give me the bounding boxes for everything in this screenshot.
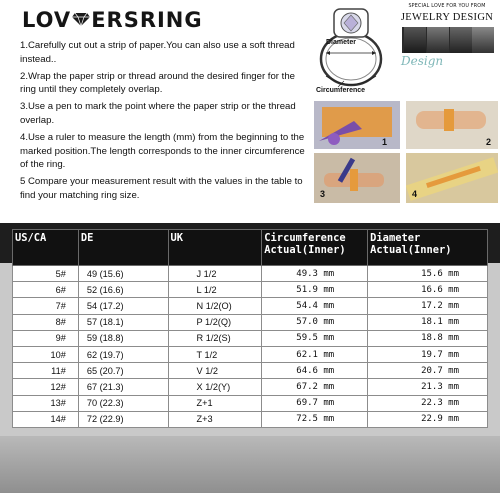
step-3: 3.Use a pen to mark the point where the paper strip or the thread overlap. (20, 101, 296, 126)
photo-number-4: 4 (412, 189, 418, 199)
cell-uk: N 1/2(O) (168, 298, 262, 314)
cell-us: 13# (13, 395, 79, 411)
instructions (20, 39, 305, 206)
cell-uk: X 1/2(Y) (168, 379, 262, 395)
design-title: JEWELRY DESIGN (400, 12, 494, 23)
diamond-icon (72, 12, 90, 26)
logo-text-right: ERSRING (91, 8, 203, 32)
brand-logo (22, 9, 248, 31)
table-row (13, 363, 488, 379)
cell-uk: Z+3 (168, 411, 262, 427)
bottom-decoration (0, 436, 500, 493)
header-circ-line2: Actual(Inner) (264, 244, 346, 256)
photo-number-1: 1 (382, 137, 388, 147)
jewelry-design-panel (397, 4, 497, 74)
cell-us: 10# (13, 346, 79, 362)
cell-us: 7# (13, 298, 79, 314)
photo-number-2: 2 (486, 137, 492, 147)
cell-uk: J 1/2 (168, 266, 262, 282)
table-row (13, 282, 488, 298)
cell-uk: L 1/2 (168, 282, 262, 298)
step-2: 2.Wrap the paper strip or thread around the desired finger for the ring until they completely overlap. (20, 70, 296, 96)
cell-circ: 67.2 mm (262, 379, 368, 395)
cell-circ: 49.3 mm (262, 266, 368, 282)
cell-de: 70 (22.3) (78, 395, 168, 411)
cell-uk: P 1/2(Q) (168, 314, 262, 330)
table-row (13, 298, 488, 314)
cell-circ: 57.0 mm (262, 314, 368, 330)
cell-uk: R 1/2(S) (168, 330, 262, 346)
cell-us: 14# (13, 411, 79, 427)
cell-dia: 18.8 mm (368, 330, 488, 346)
cell-de: 57 (18.1) (78, 314, 168, 330)
cell-dia: 17.2 mm (368, 298, 488, 314)
photo-measure-ruler (406, 153, 498, 203)
header-circ-line1: Circumference (264, 232, 346, 244)
cell-dia: 21.3 mm (368, 379, 488, 395)
diameter-label: Diameter (326, 39, 356, 46)
photo-cut-paper (314, 101, 400, 149)
cell-us: 5# (13, 266, 79, 282)
header-dia-line2: Actual(Inner) (370, 244, 452, 256)
cell-de: 72 (22.9) (78, 411, 168, 427)
photo-mark-paper (314, 153, 400, 203)
cell-de: 59 (18.8) (78, 330, 168, 346)
cell-dia: 19.7 mm (368, 346, 488, 362)
cell-dia: 15.6 mm (368, 266, 488, 282)
cell-de: 54 (17.2) (78, 298, 168, 314)
cell-circ: 72.5 mm (262, 411, 368, 427)
ring-size-table (12, 229, 488, 428)
cell-de: 52 (16.6) (78, 282, 168, 298)
step-1: 1.Carefully cut out a strip of paper.You can also use a soft thread instead.. (20, 40, 295, 65)
table-row (13, 314, 488, 330)
photo-number-3: 3 (320, 189, 326, 199)
table-row (13, 330, 488, 346)
cell-dia: 22.9 mm (368, 411, 488, 427)
cell-circ: 69.7 mm (262, 395, 368, 411)
cell-dia: 22.3 mm (368, 395, 488, 411)
table-row (13, 346, 488, 362)
cell-dia: 20.7 mm (368, 363, 488, 379)
cell-circ: 64.6 mm (262, 363, 368, 379)
design-photo (402, 27, 494, 53)
logo-text-left: LOV (22, 8, 72, 32)
measuring-photos (312, 101, 500, 203)
cell-circ: 59.5 mm (262, 330, 368, 346)
header-diameter (368, 230, 488, 266)
design-small-text: SPECIAL LOVE FOR YOU FROM (408, 4, 486, 9)
cell-us: 11# (13, 363, 79, 379)
cell-circ: 54.4 mm (262, 298, 368, 314)
header-circumference (262, 230, 368, 266)
photo-wrap-finger (406, 101, 498, 149)
cell-uk: T 1/2 (168, 346, 262, 362)
header-de: DE (78, 230, 168, 266)
table-row (13, 266, 488, 282)
cell-us: 9# (13, 330, 79, 346)
table-row (13, 395, 488, 411)
ring-diagram (306, 1, 396, 101)
table-row (13, 411, 488, 427)
header-uk: UK (168, 230, 262, 266)
circumference-label: Circumference (316, 87, 366, 94)
cell-de: 62 (19.7) (78, 346, 168, 362)
cell-us: 8# (13, 314, 79, 330)
cell-de: 65 (20.7) (78, 363, 168, 379)
step-5: 5 Compare your measurement result with the values in the table to find your matching ring size. (20, 176, 303, 201)
cell-de: 67 (21.3) (78, 379, 168, 395)
cell-uk: V 1/2 (168, 363, 262, 379)
cell-us: 12# (13, 379, 79, 395)
cell-us: 6# (13, 282, 79, 298)
header-dia-line1: Diameter (370, 232, 421, 244)
cell-circ: 51.9 mm (262, 282, 368, 298)
table-row (13, 379, 488, 395)
table-header-row (13, 230, 488, 266)
cell-uk: Z+1 (168, 395, 262, 411)
cell-dia: 16.6 mm (368, 282, 488, 298)
header-us: US/CA (13, 230, 79, 266)
cell-de: 49 (15.6) (78, 266, 168, 282)
design-script: Design (401, 54, 444, 68)
cell-dia: 18.1 mm (368, 314, 488, 330)
step-4: 4.Use a ruler to measure the length (mm) from the beginning to the marked position.The length corresponds to the inner circumference of the ring. (20, 132, 305, 171)
cell-circ: 62.1 mm (262, 346, 368, 362)
